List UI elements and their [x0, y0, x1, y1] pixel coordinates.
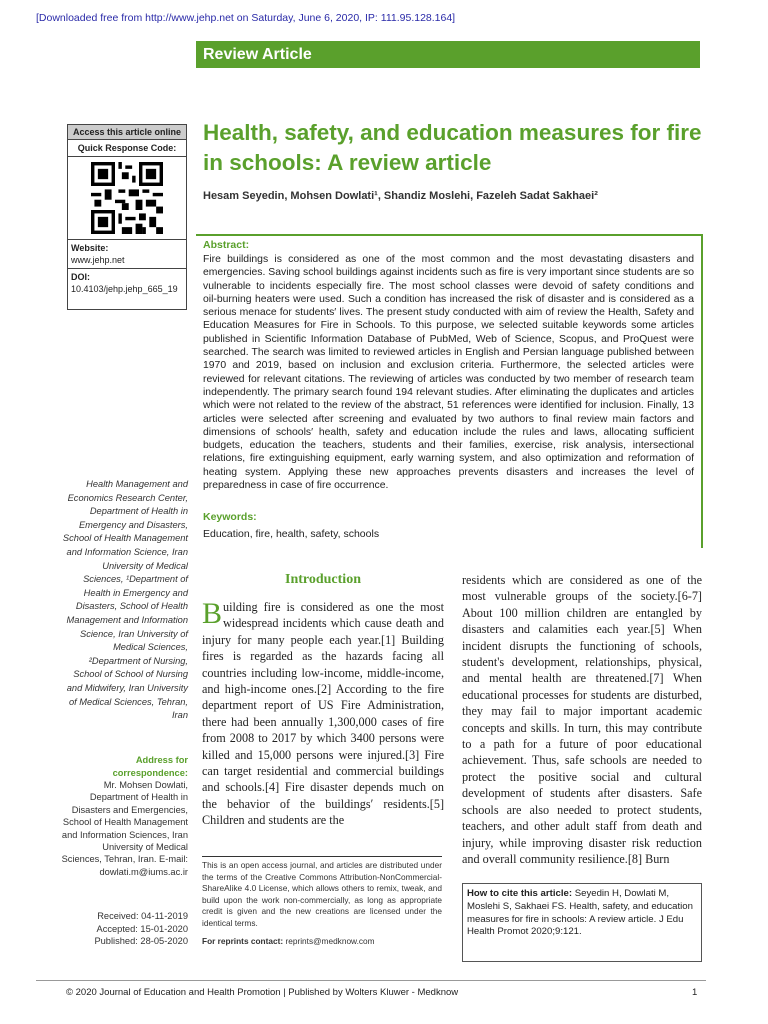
citation-label: How to cite this article: [467, 888, 573, 899]
website-link[interactable]: www.jehp.net [71, 255, 125, 265]
download-note: [Downloaded free from http://www.jehp.net on Saturday, June 6, 2020, IP: 111.95.128.164] [36, 12, 456, 24]
website-label: Website: [71, 243, 109, 253]
access-online-header: Access this article online [68, 125, 186, 140]
doi-section [68, 269, 186, 297]
license-note: This is an open access journal, and articles are distributed under the terms of the Creative Commons Attribution-NonCommercial-ShareAlike 4.0 License, which allows others to remix, tweak, and build upon the work non-commercially, as long as appropriate credit is given and the new creations are licensed under the identical terms. [202, 856, 442, 929]
page-number: 1 [692, 987, 698, 998]
published-date: Published: 28-05-2020 [94, 936, 188, 946]
introduction-text-1: uilding fire is considered as one the most widespread incidents which cause death and injury for many people each year.[1] Building fires is regarded as the hazards facing all countries including low‑income, middle‑income, and high‑income ones.[2] According to the fire department report of US Fire Administration, there had been annually 1,300,000 cases of fire from 2008 to 2017 by which 3400 persons were killed and 15,000 persons were injured.[3] Fire can target residential and commercial buildings and schools.[4] Fire disaster depends much on the behavior of the buildings′ residents.[5] Children and students are the [202, 600, 444, 828]
citation-box [462, 883, 702, 962]
reprints-label: For reprints contact: [202, 936, 284, 946]
affiliations: Health Management and Economics Research Center, Department of Health in Emergency and Disasters, School of Health Management and Information Science, Iran University of Medical Sciences, ¹Department of Health in Emergency and Disasters, School of Health Management and Information Science, Iran University of Medical Sciences, ²Department of Nursing, School of School of Nursing and Midwifery, Iran University of Medical Sciences, Tehran, Iran [62, 479, 188, 721]
article-dates [60, 910, 188, 948]
article-type-banner: Review Article [196, 41, 700, 68]
doi-label: DOI: [71, 272, 90, 282]
keywords-label: Keywords: [203, 511, 257, 523]
footer-divider [36, 980, 706, 981]
keywords-text: Education, fire, health, safety, schools [203, 528, 380, 540]
qr-code-area [68, 157, 186, 240]
access-online-box [67, 124, 187, 310]
reprints-email[interactable]: reprints@medknow.com [285, 936, 375, 946]
article-title: Health, safety, and education measures for fire in schools: A review article [203, 120, 702, 175]
footer-text: © 2020 Journal of Education and Health Promotion | Published by Wolters Kluwer - Medknow [66, 987, 459, 998]
abstract-text: Fire buildings is considered as one of the most common and the most devastating disasters and emergencies. Saving school buildings against incidents such as fire is very important since students are so vulnerable to incidents especially fire. The most school classes were devoid of safety conditions and oil‑burning heaters were used. Such a condition has increased the risk of disaster and is considered as a serious menace for students′ lives. The present study conducted with aim of review the Health, Safety and Education Measures for Fire in Schools. To this purpose, we selected suitable keywords some articles published in Scientific Information Database of PubMed, Web of Science, Scopus, and ProQuest were searched. The search was limited to reviewed articles in English and Persian language published between 1970 and 2019, based on inclusion and exclusion criteria. Furthermore, the selected articles were reviewed for relevant citations. The reviewing of articles was conducted by two member of research team independently. The primary search found 194 relevant studies. After eliminating the duplicates and articles which were not related to the review of the abstract, 51 references were identified for inclusion. Finally, 13 articles were selected after screening and evaluated by two authors to final review main factors and dimensions of schools′ health, safety and education include the rules and laws, allocating sufficient budgets, education the teachers, students and their families, exercise, risk analysis, intersectional relations, fire extinguishing equipment, early warning system, and also optimization and reformation of heating system. Applying these new approaches prevents disasters and increases the level of preparedness in case of fire occurrence. [203, 254, 694, 492]
accepted-date: Accepted: 15-01-2020 [96, 923, 188, 934]
citation-text: Seyedin H, Dowlati M, Moslehi S, Sakhaei FS. Health, safety, and education measures for fire in schools: A review article. J Edu Health Promot 2020;9:121. [467, 888, 693, 938]
website-section [68, 240, 186, 269]
abstract-label: Abstract: [203, 239, 250, 251]
introduction-heading: Introduction [285, 572, 361, 587]
qr-code-icon[interactable] [91, 162, 163, 234]
correspondence-address: Mr. Mohsen Dowlati, Department of Health in Disasters and Emergencies, School of Health Management and Information Sciences, Iran University of Medical Sciences, Tehran, Iran. E-mail: dowlati.m@iums.ac.ir [61, 780, 188, 877]
reprints-contact [202, 936, 375, 946]
correspondence-label: Address for correspondence: [112, 755, 188, 778]
introduction-column-1 [202, 599, 444, 829]
received-date: Received: 04-11-2019 [97, 911, 188, 921]
introduction-column-2: residents which are considered as one of the most vulnerable groups of the society.[6‑7] About 100 million children are entangled by disasters and calamities each year.[5] When incident disrupts the functioning of schools, student's development, relationships, physical, and mental health are threatened.[7] When educational processes for students are disturbed, they may fail to major important academic concepts and skills. In turn, this may contribute to a path for a future of poor educational achievement. Thus, safe schools are needed to protect the positive social and cultural development of students after disasters. Safe schools are also needed to protect students, teachers, and other adult staff from death and injury, while improving disaster risk reduction and overall community resilience.[8] Burn [462, 573, 702, 866]
qr-label: Quick Response Code: [68, 140, 186, 157]
author-list: Hesam Seyedin, Mohsen Dowlati¹, Shandiz Moslehi, Fazeleh Sadat Sakhaei² [203, 190, 598, 202]
doi-value[interactable]: 10.4103/jehp.jehp_665_19 [71, 284, 178, 294]
drop-cap: B [202, 597, 223, 630]
